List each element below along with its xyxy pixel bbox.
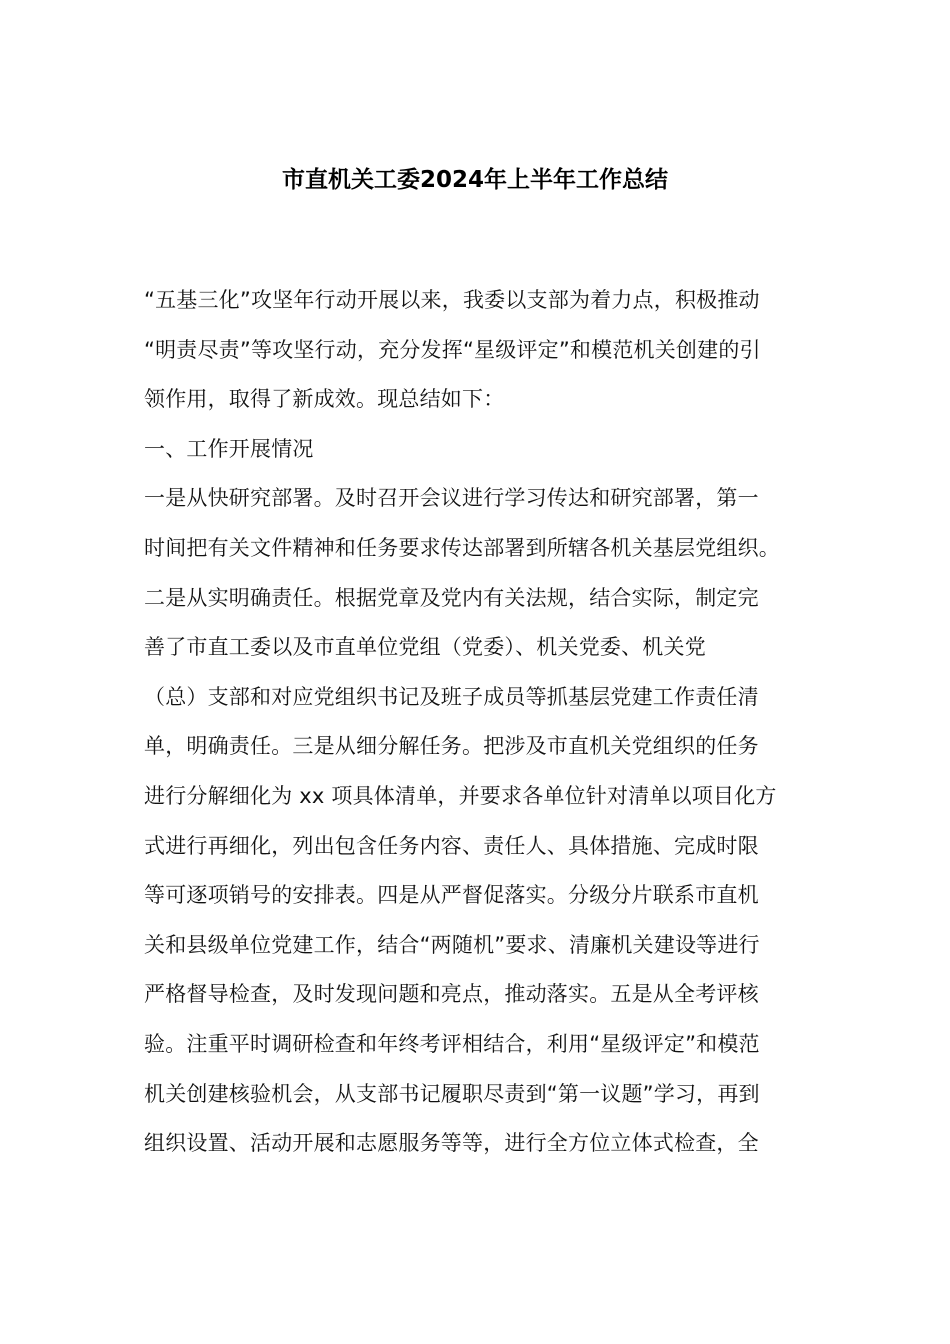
- body-line-7: 二是从实明确责任。根据党章及党内有关法规，结合实际，制定完: [144, 585, 759, 610]
- body-line-3: 领作用，取得了新成效。现总结如下：: [144, 387, 505, 412]
- body-line-11: 进行分解细化为 xx 项具体清单，并要求各单位针对清单以项目化方: [144, 783, 777, 808]
- body-line-10: 单，明确责任。三是从细分解任务。把涉及市直机关党组织的任务: [144, 734, 759, 759]
- body-line-9: （总）支部和对应党组织书记及班子成员等抓基层党建工作责任清: [144, 684, 759, 709]
- body-line-1: “五基三化”攻坚年行动开展以来，我委以支部为着力点，积极推动: [144, 288, 760, 312]
- body-line-16: 验。注重平时调研检查和年终考评相结合，利用“星级评定”和模范: [144, 1031, 760, 1056]
- body-line-2: “明责尽责”等攻坚行动，充分发挥“星级评定”和模范机关创建的引: [144, 337, 761, 362]
- section-heading: 一、工作开展情况: [144, 436, 314, 461]
- body-line-12: 式进行再细化，列出包含任务内容、责任人、具体措施、完成时限: [144, 833, 759, 858]
- body-line-17: 机关创建核验机会，从支部书记履职尽责到“第一议题”学习，再到: [144, 1081, 760, 1106]
- body-line-13: 等可逐项销号的安排表。四是从严督促落实。分级分片联系市直机: [144, 883, 759, 908]
- body-line-8: 善了市直工委以及市直单位党组（党委）、机关党委、机关党: [144, 635, 706, 660]
- body-line-5: 一是从快研究部署。及时召开会议进行学习传达和研究部署，第一: [144, 486, 759, 511]
- document-body: [144, 276, 810, 1169]
- body-line-6: 时间把有关文件精神和任务要求传达部署到所辖各机关基层党组织。: [144, 535, 780, 560]
- body-line-14: 关和县级单位党建工作，结合“两随机”要求、清廉机关建设等进行: [144, 932, 760, 957]
- body-line-15: 严格督导检查，及时发现问题和亮点，推动落实。五是从全考评核: [144, 982, 759, 1007]
- document-title: 市直机关工委2024年上半年工作总结: [281, 167, 668, 193]
- body-line-18: 组织设置、活动开展和志愿服务等等，进行全方位立体式检查，全: [144, 1131, 759, 1156]
